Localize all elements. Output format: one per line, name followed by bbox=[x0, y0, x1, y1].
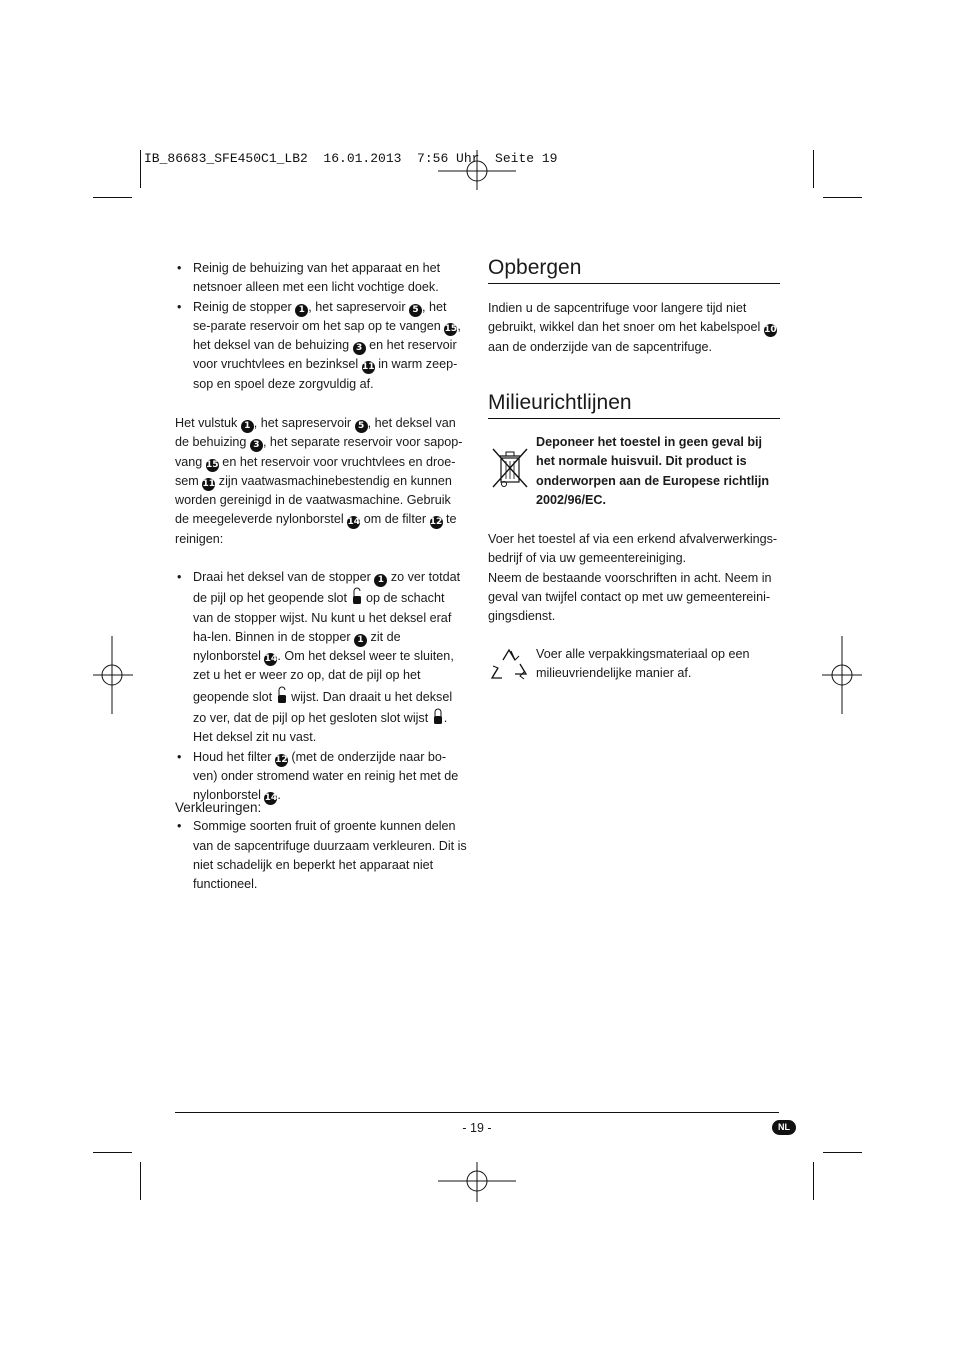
disposal-paragraph: Voer het toestel af via een erkend afvalverwerkings-bedrijf of via uw gemeentereiniging. Neem de bestaande voorschriften in acht. Neem in geval van twijfel contact op met uw gemeentereini-gingsdienst. bbox=[488, 532, 778, 624]
subheading-discoloration: Verkleuringen: bbox=[175, 800, 262, 815]
part-number: 12 bbox=[275, 754, 288, 765]
part-number: 1 bbox=[295, 304, 308, 317]
dishwasher-paragraph: Het vulstuk 1 , het sapreservoir 5 , het deksel van de behuizing 3 , het separate reservoir voor sapop-vang 15 en het reservoir voor vruchtvlees en droe-sem 11 zijn vaatwasmachinebestendig en kunnen worden gereinigd in de vaatwasmachine. Gebruik de meegeleverde nylonborstel 14 om de filter 12 te reinigen: bbox=[175, 416, 463, 546]
weee-notice: Deponeer het toestel in geen geval bij het normale huisvuil. Dit product is onderworpen aan de Europese richtlijn 2002/96/EC. bbox=[536, 435, 770, 507]
recycle-notice: Voer alle verpakkingsmateriaal op een milieuvriendelijke manier af. bbox=[536, 647, 750, 681]
bullet-clean-parts: • Reinig de stopper 1 , het sapreservoir 5 , het se-parate reservoir om het sap op te vangen 15, het deksel van de behuizing 3 en het reservoir voor vruchtvlees en bezinksel 11 in warm zeep-sop en spoel deze zorgvuldig af. bbox=[175, 298, 467, 394]
heading-rule bbox=[488, 283, 780, 284]
part-number: 1 bbox=[241, 420, 254, 433]
part-number: 15 bbox=[444, 323, 458, 334]
stopper-instructions bbox=[175, 568, 467, 806]
part-number: 5 bbox=[409, 304, 422, 317]
footer-rule bbox=[175, 1112, 779, 1113]
part-number: 14 bbox=[264, 654, 278, 665]
closed-lock-icon bbox=[432, 707, 444, 725]
part-number: 11 bbox=[361, 362, 375, 373]
heading-environment: Milieurichtlijnen bbox=[488, 391, 632, 414]
part-number: 1 bbox=[374, 574, 387, 587]
open-lock-icon bbox=[276, 686, 288, 704]
part-number: 5 bbox=[355, 420, 368, 433]
crossed-bin-icon bbox=[491, 447, 529, 489]
bullet-open-stopper: • Draai het deksel van de stopper 1 zo ver totdat de pijl op het geopende slot op de schacht van de stopper wijst. Nu kunt u het deksel eraf ha-len. Binnen in de stopper 1 zit de nylonborstel 14. Om het deksel weer te sluiten, zet u het er weer zo op, dat de pijl op het geopende slot wijst. Dan draait u het deksel zo ver, dat de pijl op het gesloten slot wijst . Het deksel zit nu vast. bbox=[175, 568, 467, 748]
print-slug: IB_86683_SFE450C1_LB2 16.01.2013 7:56 Uhr Seite 19 bbox=[144, 151, 558, 166]
part-number: 10 bbox=[764, 325, 777, 336]
heading-storage: Opbergen bbox=[488, 256, 582, 279]
part-number: 14 bbox=[347, 517, 360, 528]
page-number: - 19 - bbox=[462, 1121, 492, 1135]
open-lock-icon bbox=[351, 587, 363, 605]
left-column bbox=[175, 259, 467, 394]
part-number: 11 bbox=[202, 478, 216, 489]
discoloration-section bbox=[175, 798, 467, 894]
bullet-clean-housing: • Reinig de behuizing van het apparaat en het netsnoer alleen met een licht vochtige doek. bbox=[175, 259, 467, 298]
recycle-icon bbox=[489, 646, 529, 684]
part-number: 1 bbox=[354, 634, 367, 647]
registration-mark-right bbox=[822, 636, 862, 714]
language-badge: NL bbox=[772, 1120, 796, 1135]
bullet-rinse-filter: • Houd het filter 12 (met de onderzijde naar bo-ven) onder stromend water en reinig het met de nylonborstel 14. bbox=[175, 748, 467, 806]
registration-mark-bottom bbox=[438, 1162, 516, 1202]
storage-paragraph: Indien u de sapcentrifuge voor langere tijd niet gebruikt, wikkel dan het snoer om het kabelspoel 10 aan de onderzijde van de sapcentrifuge. bbox=[488, 301, 777, 354]
bullet-discoloration: • Sommige soorten fruit of groente kunnen delen van de sapcentrifuge duurzaam verkleuren. Dit is niet schadelijk en beperkt het apparaat niet functioneel. bbox=[175, 817, 467, 894]
part-number: 14 bbox=[264, 793, 278, 804]
part-number: 12 bbox=[429, 517, 443, 528]
part-number: 3 bbox=[353, 342, 366, 355]
heading-rule bbox=[488, 418, 780, 419]
part-number: 15 bbox=[206, 459, 219, 470]
part-number: 3 bbox=[250, 439, 263, 452]
registration-mark-left bbox=[93, 636, 133, 714]
